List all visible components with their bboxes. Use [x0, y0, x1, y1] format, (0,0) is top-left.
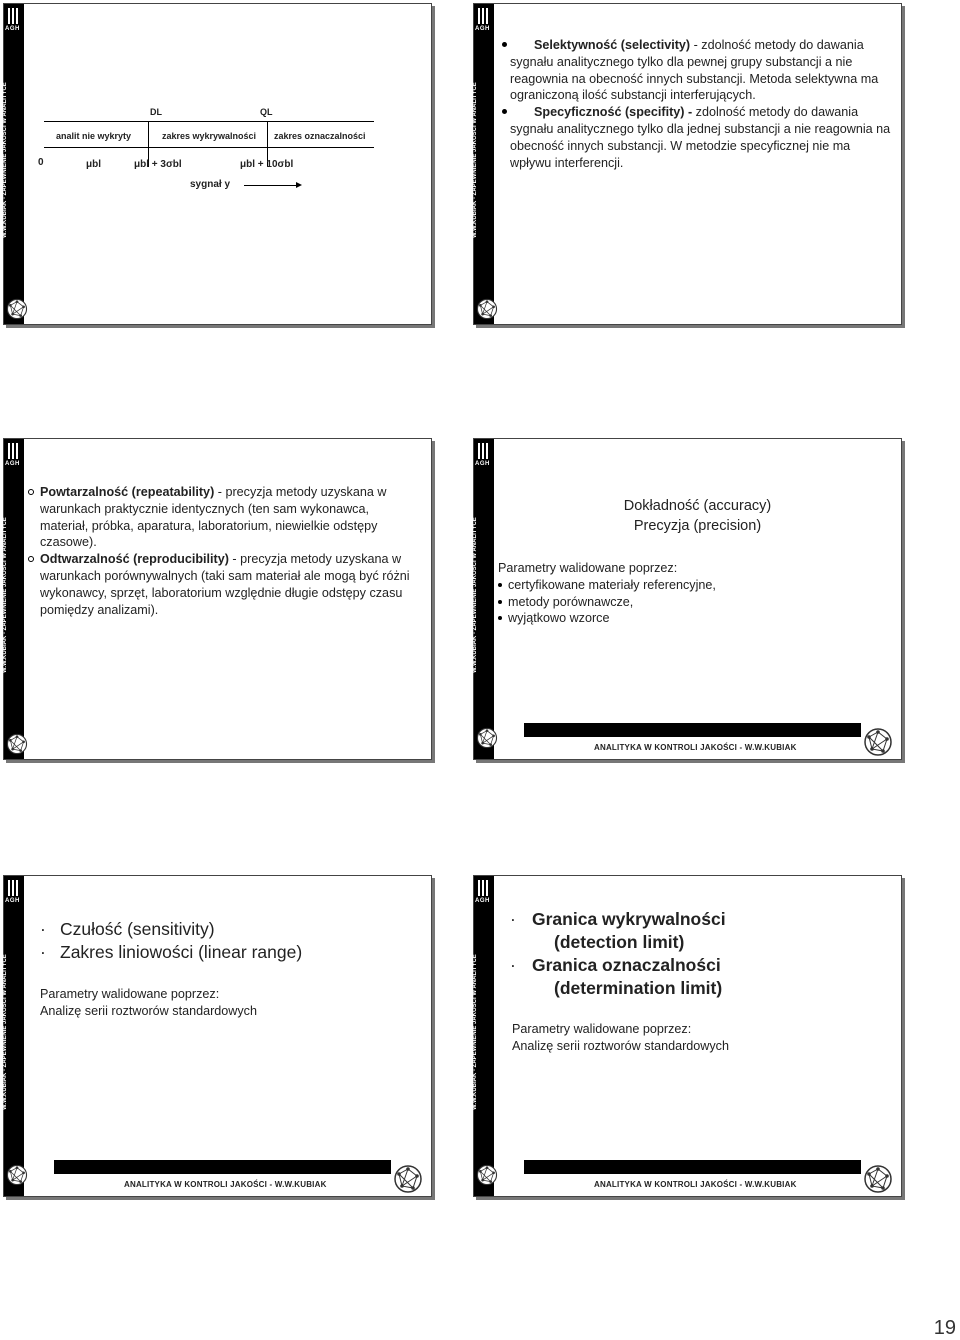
slide-sidebar	[4, 876, 24, 1196]
heading-detection-limit-en: (detection limit)	[554, 932, 685, 952]
definition: zdolność metody do dawania sygnału analitycznego tylko dla jednej substancji a nie reagownia na obecność innych substancji. W metodzie specyficznej nie ma wpływu interferencji.	[510, 105, 891, 170]
top-line	[44, 121, 374, 122]
sidebar-label: W.W.KUBIAK - ZAPEWNIENIE JAKOŚCI W ANALITYCE	[2, 517, 8, 673]
sidebar-label: W.W.KUBIAK - ZAPEWNIENIE JAKOŚCI W ANALITYCE	[472, 517, 478, 673]
slide-headings	[40, 918, 302, 964]
title-precision: Precyzja (precision)	[633, 518, 762, 534]
tick-mu-3sigma: μbl + 3σbl	[134, 159, 182, 170]
footer-text: ANALITYKA W KONTROLI JAKOŚCI - W.W.KUBIAK	[594, 1180, 797, 1189]
slide-headings	[510, 908, 726, 1000]
footer-bar	[524, 1160, 861, 1174]
list-item: wyjątkowo wzorce	[498, 610, 893, 627]
term: Odtwarzalność (reproducibility)	[40, 552, 229, 567]
slide-content	[512, 1021, 893, 1055]
term: Selektywność (selectivity)	[534, 38, 691, 52]
sidebar-label: W.W.KUBIAK - ZAPEWNIENIE JAKOŚCI W ANALITYCE	[472, 82, 478, 238]
list-item: certyfikowane materiały referencyjne,	[498, 577, 893, 594]
slide-5	[3, 875, 432, 1197]
signal-axis-label: sygnał y	[190, 179, 231, 190]
footer-text: ANALITYKA W KONTROLI JAKOŚCI - W.W.KUBIAK	[124, 1180, 327, 1189]
sidebar-label: W.W.KUBIAK - ZAPEWNIENIE JAKOŚCI W ANALITYCE	[472, 954, 478, 1110]
footer-logo	[4, 1160, 24, 1196]
slide-sidebar	[4, 4, 24, 324]
footer-logo	[474, 723, 494, 759]
slide-6	[473, 875, 902, 1197]
heading-linear-range: · Zakres liniowości (linear range)	[40, 942, 303, 962]
zone-not-detected: analit nie wykryty	[56, 131, 132, 141]
term: Specyficzność (specifity) -	[534, 105, 693, 120]
agh-logo: AGH	[476, 880, 492, 908]
slide-footer	[494, 723, 901, 759]
page-number: 19	[933, 1317, 956, 1339]
dl-label: DL	[150, 107, 162, 117]
list-item: metody porównawcze,	[498, 594, 893, 611]
zone-detection: zakres wykrywalności	[162, 131, 257, 141]
detection-diagram	[34, 99, 424, 199]
network-icon	[863, 1164, 893, 1194]
footer-logo	[474, 1160, 494, 1196]
bullet-specificity	[510, 104, 891, 171]
ql-label: QL	[260, 107, 273, 117]
slide-sidebar	[474, 4, 494, 324]
tick-zero: 0	[38, 157, 44, 168]
tick-mu-10sigma: μbl + 10σbl	[240, 159, 294, 170]
params-intro: Parametry walidowane poprzez:	[498, 561, 678, 575]
heading-determination-limit-en: (determination limit)	[554, 978, 723, 998]
slide-content	[40, 986, 423, 1020]
definition: - precyzja metody uzyskana w warunkach praktycznie identycznych (ten sam wykonawca, materiał, próbka, aparatura, laboratorium, niewielkie odstępy czasowe).	[40, 485, 387, 550]
agh-logo: AGH	[476, 8, 492, 36]
slide-2	[473, 3, 902, 325]
agh-logo: AGH	[476, 443, 492, 471]
heading-detection-limit: · Granica wykrywalności	[510, 909, 726, 929]
network-icon	[6, 298, 28, 320]
network-icon	[476, 1164, 498, 1186]
bullet-reproducibility	[40, 551, 417, 618]
definition: - zdolność metody do dawania sygnału analitycznego tylko dla pewnej grupy substancji a nie reagownia na obecność innych substancji. Metoda selektywna ma ograniczoną ilość substancji interferujących.	[510, 38, 879, 103]
agh-logo: AGH	[6, 8, 22, 36]
footer-bar	[54, 1160, 391, 1174]
slide-title	[494, 496, 901, 536]
bullet-selectivity	[510, 37, 891, 104]
sidebar-label: W.W.KUBIAK - ZAPEWNIENIE JAKOŚCI W ANALITYCE	[2, 82, 8, 238]
params-intro: Parametry walidowane poprzez:	[512, 1022, 692, 1036]
heading-sensitivity: · Czułość (sensitivity)	[40, 919, 215, 939]
slide-content	[510, 37, 891, 171]
slide-1	[3, 3, 432, 325]
network-icon	[6, 733, 28, 755]
params-intro: Parametry walidowane poprzez:	[40, 987, 220, 1001]
network-icon	[476, 298, 498, 320]
slide-footer	[494, 1160, 901, 1196]
signal-arrow	[244, 185, 298, 186]
term: Powtarzalność (repeatability)	[40, 485, 215, 499]
signal-arrowhead	[296, 182, 302, 188]
params-method: Analizę serii roztworów standardowych	[512, 1038, 729, 1053]
slide-content	[40, 484, 417, 618]
slide-content	[498, 560, 893, 627]
heading-determination-limit: · Granica oznaczalności	[510, 955, 721, 975]
network-icon	[393, 1164, 423, 1194]
footer-bar	[524, 723, 861, 737]
slide-3	[3, 438, 432, 760]
agh-logo: AGH	[6, 880, 22, 908]
slide-sidebar	[474, 876, 494, 1196]
network-icon	[863, 727, 893, 757]
tick-mu-bl: μbl	[86, 159, 102, 170]
slide-sidebar	[474, 439, 494, 759]
agh-logo: AGH	[6, 443, 22, 471]
bullet-repeatability	[40, 484, 417, 551]
title-accuracy: Dokładność (accuracy)	[623, 498, 772, 514]
params-method: Analizę serii roztworów standardowych	[40, 1003, 257, 1018]
slide-sidebar	[4, 439, 24, 759]
slide-footer	[24, 1160, 431, 1196]
network-icon	[6, 1164, 28, 1186]
slide-4	[473, 438, 902, 760]
footer-text: ANALITYKA W KONTROLI JAKOŚCI - W.W.KUBIAK	[594, 743, 797, 752]
definition: - precyzja metody uzyskana w warunkach porównywalnych (taki sam materiał ale mogą być różni wykonawcy, sprzęt, laboratorium względnie długie odstępy czasu pomiędzy analizami).	[40, 552, 410, 617]
sidebar-label: W.W.KUBIAK - ZAPEWNIENIE JAKOŚCI W ANALITYCE	[2, 954, 8, 1110]
mid-line	[44, 147, 374, 148]
zone-determination: zakres oznaczalności	[274, 131, 366, 141]
network-icon	[476, 727, 498, 749]
